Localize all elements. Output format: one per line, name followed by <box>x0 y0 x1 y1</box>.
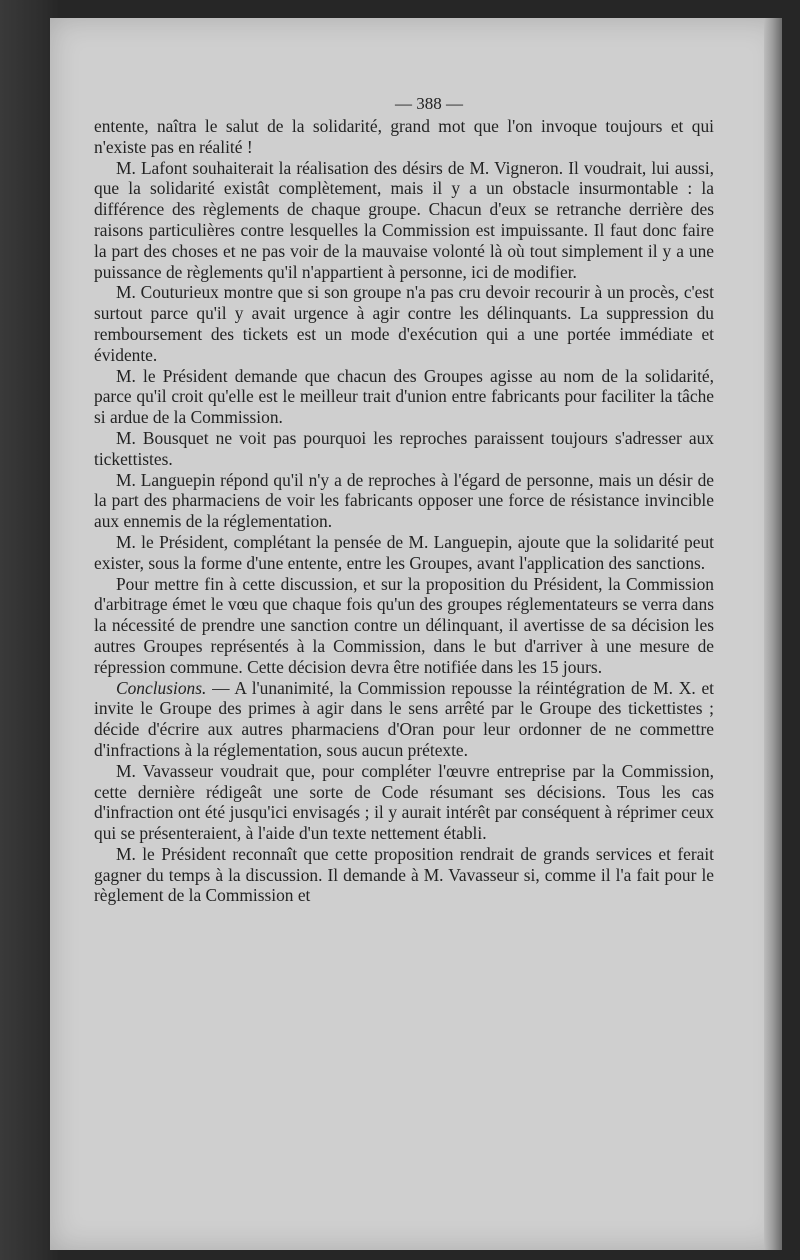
paragraph: M. Vavasseur voudrait que, pour compléter l'œuvre entreprise par la Commission, cette dernière rédigeât une sorte de Code résumant ses décisions. Tous les cas d'infraction ont été jusqu'ici envisagés ; il y aurait intérêt par conséquent à réprimer ceux qui se présenteraient, à l'aide d'un texte nettement établi. <box>94 760 714 844</box>
page-number: — 388 — <box>395 94 463 113</box>
paragraph: M. Languepin répond qu'il n'y a de reproches à l'égard de personne, mais un désir de la part des pharmaciens de voir les fabricants opposer une force de résistance invincible aux ennemis de la réglementation. <box>94 469 714 532</box>
body-text <box>94 116 714 906</box>
paragraph: M. Lafont souhaiterait la réalisation des désirs de M. Vigneron. Il voudrait, lui aussi, que la solidarité existât complètement, mais il y a un obstacle insurmontable : la différence des règlements de chaque groupe. Chacun d'eux se retranche derrière des raisons particulières contre lesquelles la Commission est impuissante. Il faut donc faire la part des choses et ne pas voir de la mauvaise volonté là où tout simplement il y a une puissance de règlements qu'il n'appartient à personne, ici de modifier. <box>94 157 714 282</box>
page-fold-shadow <box>764 18 782 1250</box>
paragraph-conclusions <box>94 678 714 761</box>
paragraph: M. le Président reconnaît que cette proposition rendrait de grands services et ferait gagner du temps à la discussion. Il demande à M. Vavasseur si, comme il l'a fait pour le règlement de la Commission et <box>94 843 714 906</box>
paragraph: M. Bousquet ne voit pas pourquoi les reproches paraissent toujours s'adresser aux tickettistes. <box>94 427 714 469</box>
conclusions-lead: Conclusions. <box>116 677 207 698</box>
paragraph: entente, naîtra le salut de la solidarité, grand mot que l'on invoque toujours et qui n'existe pas en réalité ! <box>94 116 714 157</box>
paragraph: M. Couturieux montre que si son groupe n'a pas cru devoir recourir à un procès, c'est surtout parce qu'il y avait urgence à agir contre les délinquants. La suppression du remboursement des tickets est un mode d'exécution qui a une portée immédiate et évidente. <box>94 282 714 365</box>
paragraph: Pour mettre fin à cette discussion, et sur la proposition du Président, la Commission d'arbitrage émet le vœu que chaque fois qu'un des groupes réglementateurs se verra dans la nécessité de prendre une sanction contre un délinquant, il avertisse de sa décision les autres Groupes représentés à la Commission, dans le but d'arriver à une mesure de répression commune. Cette décision devra être notifiée dans les 15 jours. <box>94 573 714 677</box>
paragraph: M. le Président, complétant la pensée de M. Languepin, ajoute que la solidarité peut exister, sous la forme d'une entente, entre les Groupes, avant l'application des sanctions. <box>94 531 714 573</box>
conclusions-text: — A l'unanimité, la Commission repousse la réintégration de M. X. et invite le Groupe des primes à agir dans le sens arrêté par le Groupe des tickettistes ; décide d'écrire aux autres pharmaciens d'Oran pour leur ordonner de ne commettre d'infractions à la réglementation, sous aucun prétexte. <box>94 677 714 760</box>
paragraph: M. le Président demande que chacun des Groupes agisse au nom de la solidarité, parce qu'il croit qu'elle est le meilleur trait d'union entre fabricants pour faciliter la tâche si ardue de la Commission. <box>94 365 714 428</box>
